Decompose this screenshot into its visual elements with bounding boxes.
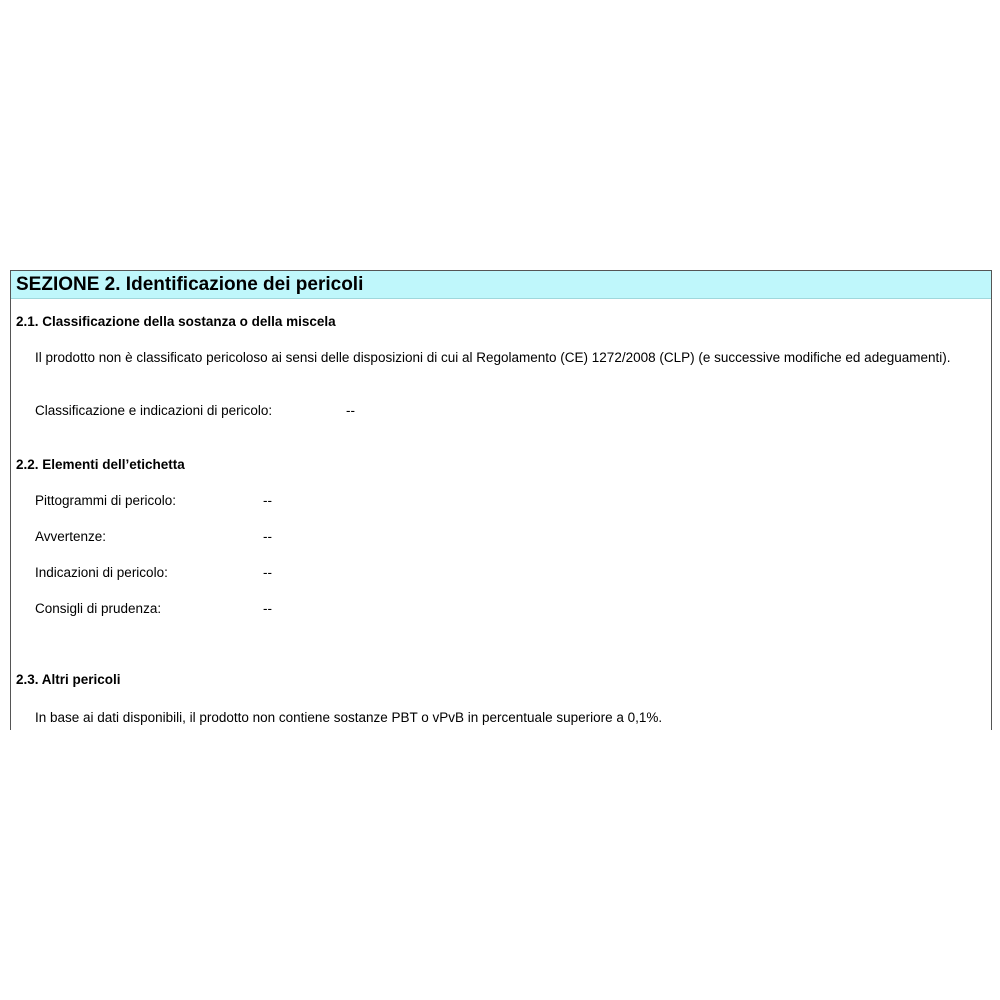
section-header bbox=[11, 271, 991, 299]
pictograms-label: Pittogrammi di pericolo: bbox=[35, 493, 177, 508]
pictograms-value: -- bbox=[263, 493, 272, 508]
precautionary-statements-label: Consigli di prudenza: bbox=[35, 601, 162, 616]
signal-words-value: -- bbox=[263, 529, 272, 544]
classification-label: Classificazione e indicazioni di pericolo: bbox=[35, 403, 273, 418]
classification-value: -- bbox=[346, 403, 355, 418]
precautionary-statements-value: -- bbox=[263, 601, 272, 616]
subsection-2-2-heading: 2.2. Elementi dell’etichetta bbox=[16, 457, 185, 472]
safety-data-sheet-section bbox=[10, 270, 992, 730]
subsection-2-1-paragraph: Il prodotto non è classificato pericoloso ai sensi delle disposizioni di cui al Regolamento (CE) 1272/2008 (CLP) (e successive modifiche ed adeguamenti). bbox=[35, 350, 951, 365]
section-title: SEZIONE 2. Identificazione dei pericoli bbox=[16, 274, 364, 295]
signal-words-label: Avvertenze: bbox=[35, 529, 107, 544]
subsection-2-3-paragraph: In base ai dati disponibili, il prodotto non contiene sostanze PBT o vPvB in percentuale superiore a 0,1%. bbox=[35, 710, 663, 725]
subsection-2-1-heading: 2.1. Classificazione della sostanza o della miscela bbox=[16, 314, 336, 329]
hazard-statements-label: Indicazioni di pericolo: bbox=[35, 565, 168, 580]
subsection-2-3-heading: 2.3. Altri pericoli bbox=[16, 672, 121, 687]
hazard-statements-value: -- bbox=[263, 565, 272, 580]
